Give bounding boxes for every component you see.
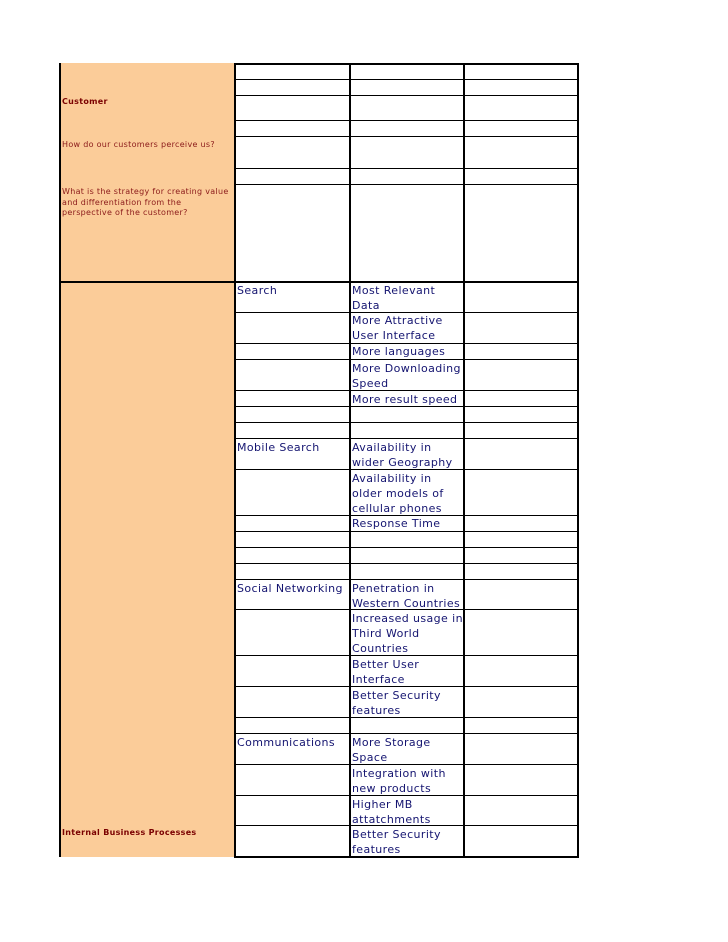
grid-row-line [235,438,579,439]
grid-col-line [577,63,579,858]
table-cell-item[interactable]: More Attractive User Interface [352,314,443,342]
section-divider [61,281,235,283]
internal-processes-heading: Internal Business Processes [62,828,197,837]
table-cell-item[interactable]: Availability in wider Geography [352,441,453,469]
grid-col-line [234,63,236,858]
group-name-social-networking[interactable]: Social Networking [237,582,343,595]
table-cell-item[interactable]: More Storage Space [352,736,431,764]
table-cell-item[interactable]: More Downloading Speed [352,362,461,390]
table-cell-item[interactable]: Higher MB attatchments [352,798,431,826]
left-border [59,63,61,857]
table-cell-item[interactable]: Penetration in Western Countries [352,582,461,610]
grid-row-line [235,184,579,185]
grid-col-line [463,63,465,858]
customer-section [61,63,235,282]
grid-row-line [235,531,579,532]
grid-row-line [235,547,579,548]
table-cell-item[interactable]: Better Security features [352,828,441,856]
group-name-communications[interactable]: Communications [237,736,336,749]
table-cell-item[interactable]: Increased usage in Third World Countries [352,612,463,655]
group-name-search[interactable]: Search [237,284,278,297]
grid-row-line [235,95,579,96]
grid-row-line [235,422,579,423]
customer-question-perception: How do our customers perceive us? [62,140,215,149]
grid-col-line [349,63,351,858]
table-cell-item[interactable]: More result speed [352,393,458,406]
grid-row-line [235,79,579,80]
table-cell-item[interactable]: Most Relevant Data [352,284,436,312]
grid-row-line [235,579,579,580]
internal-processes-section [61,283,235,857]
group-name-mobile-search[interactable]: Mobile Search [237,441,320,454]
grid-row-line [235,359,579,360]
grid-row-line [235,136,579,137]
table-cell-item[interactable]: More languages [352,345,446,358]
table-cell-item[interactable]: Better Security features [352,689,441,717]
grid-row-line [235,120,579,121]
grid-row-line [235,563,579,564]
table-cell-item[interactable]: Response Time [352,517,441,530]
customer-heading: Customer [62,97,108,106]
table-cell-item[interactable]: Integration with new products [352,767,446,795]
grid-row-line [235,63,579,65]
table-cell-item[interactable]: Better User Interface [352,658,420,686]
customer-question-strategy: What is the strategy for creating value and differentiation from the perspective of the customer? [62,187,229,217]
table-cell-item[interactable]: Availability in older models of cellular phones [352,472,444,515]
grid-row-line [235,168,579,169]
grid-row-line [235,733,579,734]
